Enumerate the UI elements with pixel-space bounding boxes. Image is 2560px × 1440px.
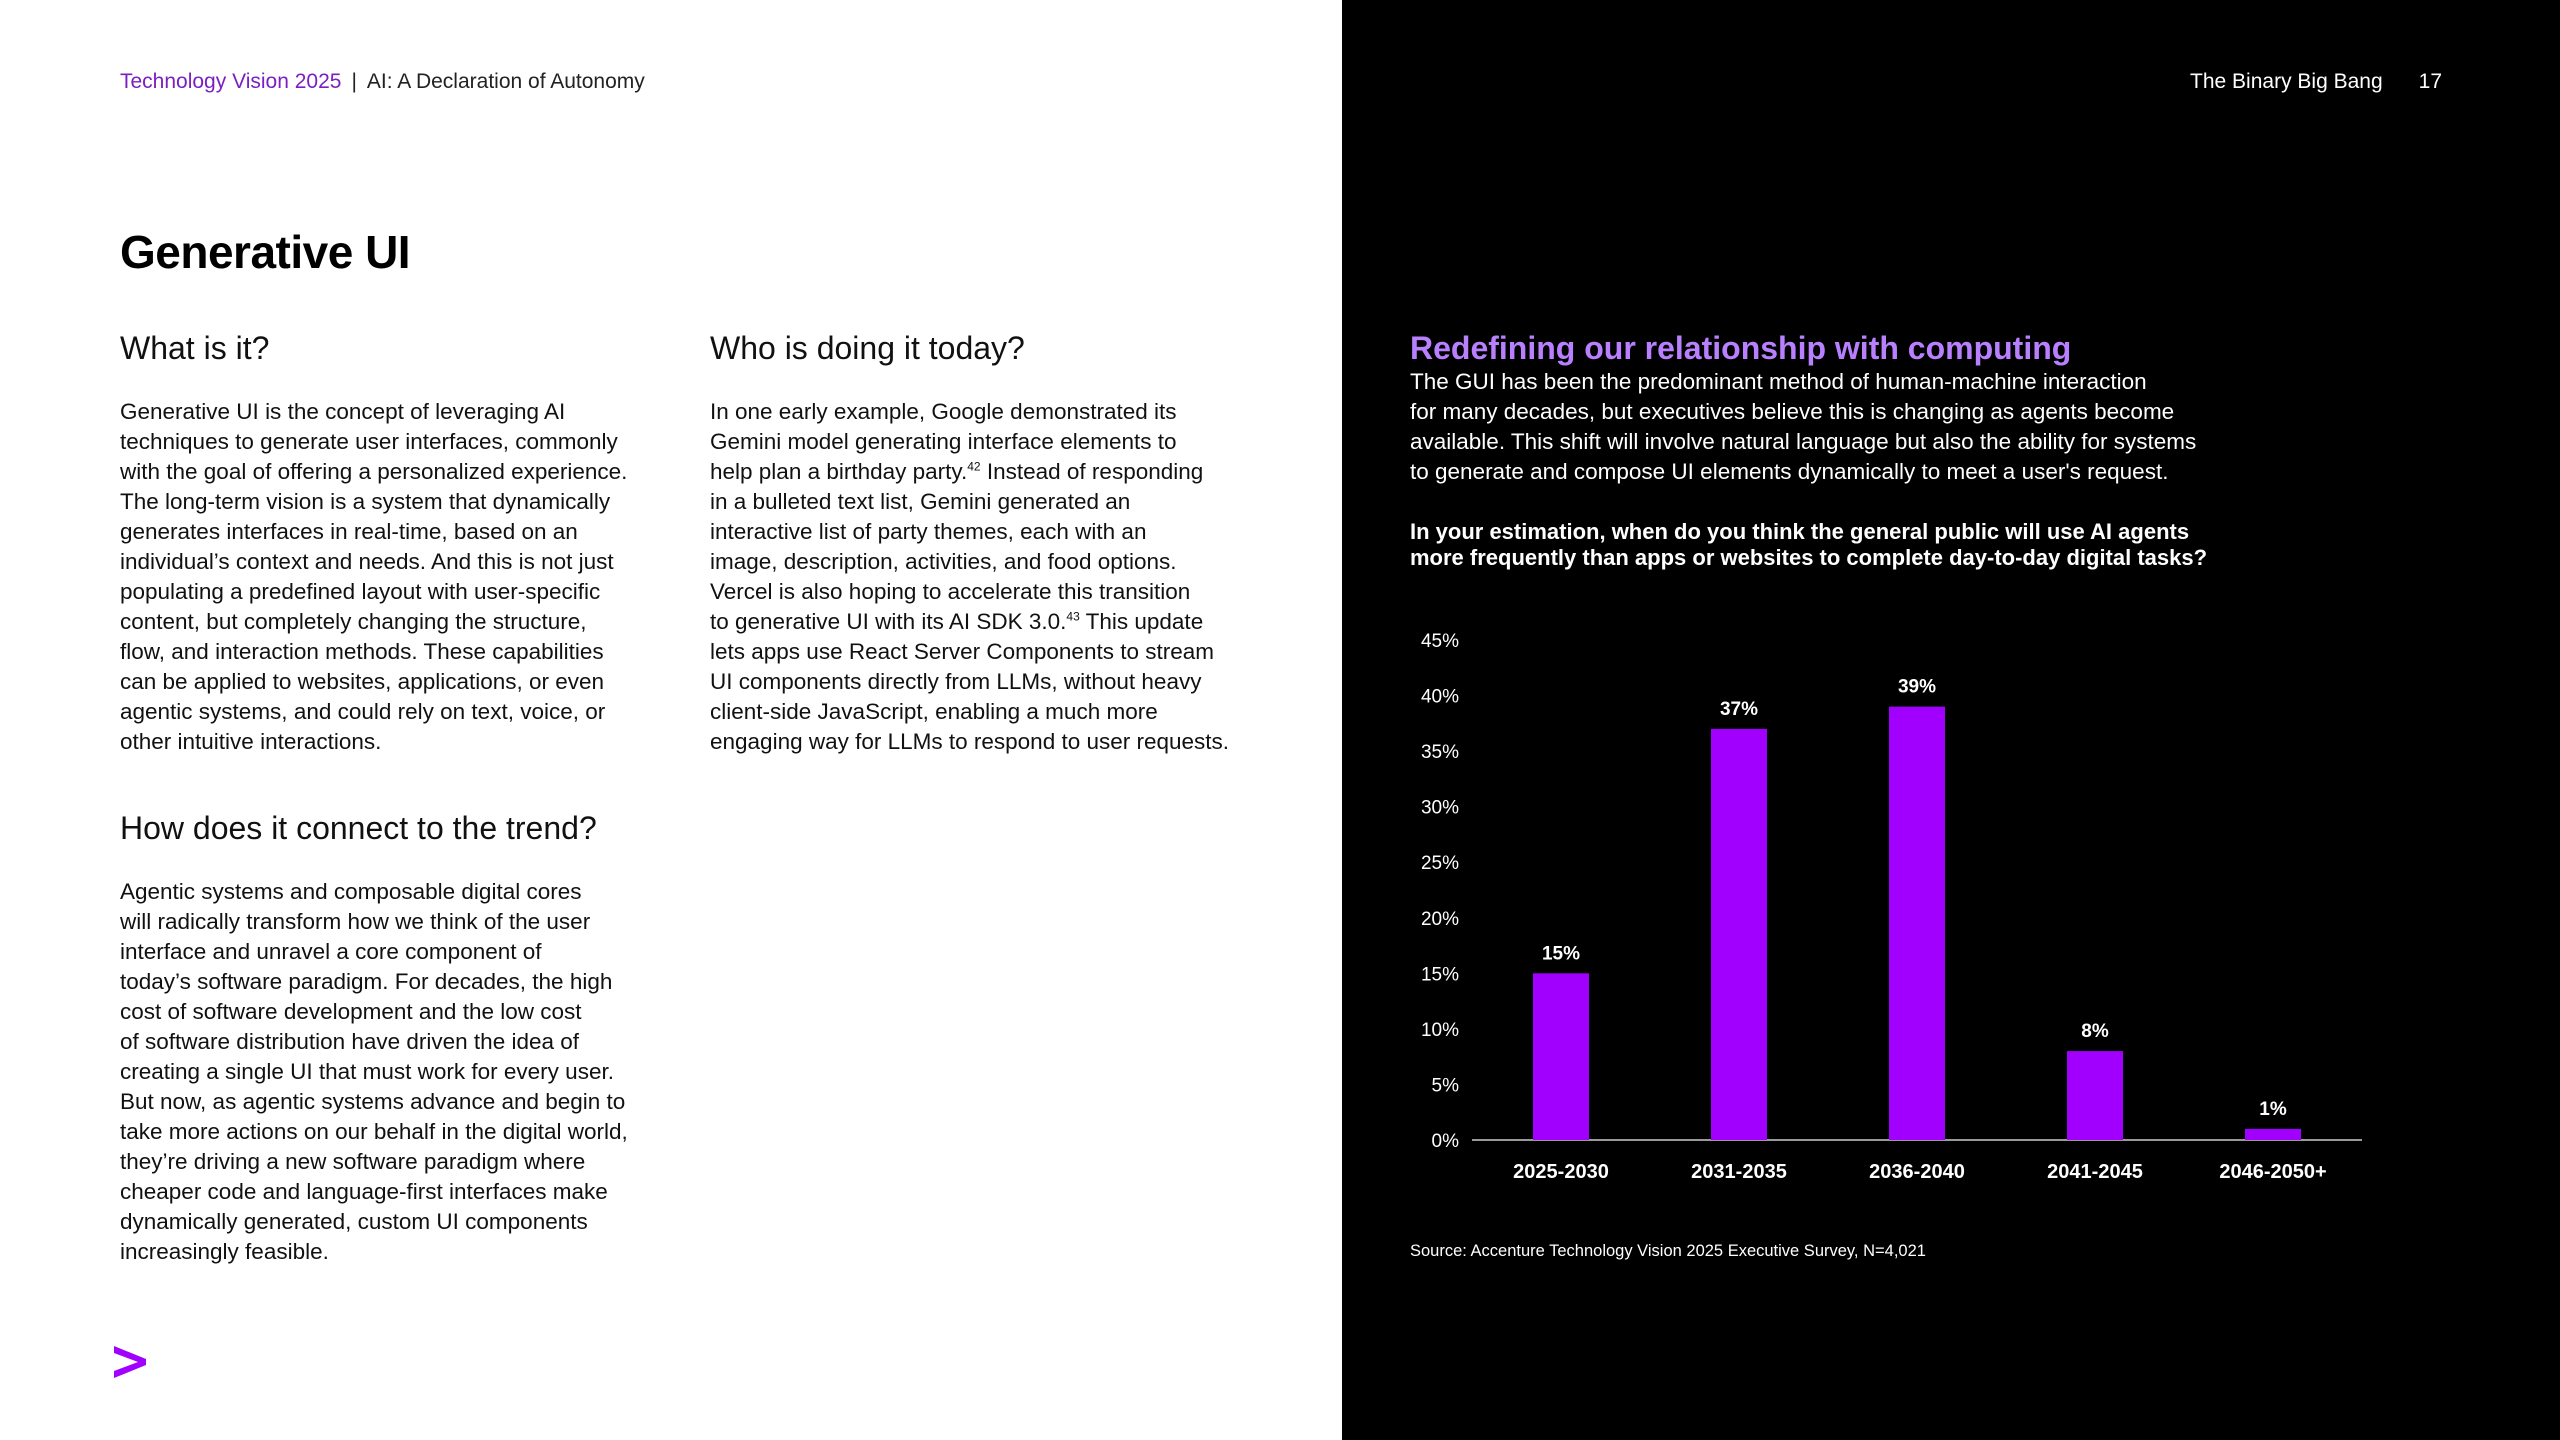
header-brand: Technology Vision 2025: [120, 70, 342, 93]
page-title: Generative UI: [120, 226, 411, 278]
survey-question: [1410, 519, 2260, 571]
text-line: take more actions on our behalf in the digital world,: [120, 1119, 628, 1144]
connect-body: [120, 877, 680, 1267]
header-subtitle: AI: A Declaration of Autonomy: [366, 70, 645, 93]
text-line: Gemini model generating interface elements to: [710, 429, 1177, 454]
y-tick-label: 5%: [1431, 1075, 1459, 1097]
y-tick-label: 15%: [1420, 964, 1459, 986]
text-line: content, but completely changing the structure,: [120, 609, 587, 634]
connect-heading: How does it connect to the trend?: [120, 810, 597, 846]
text-line: populating a predefined layout with user-specific: [120, 579, 601, 604]
header-right: [2190, 70, 2442, 94]
reference-42[interactable]: 42: [967, 459, 981, 474]
x-tick-label: 2046-2050+: [2219, 1161, 2327, 1183]
bar: [1533, 973, 1589, 1140]
text-line: can be applied to websites, applications, or even: [120, 669, 605, 694]
reference-43[interactable]: 43: [1066, 609, 1080, 624]
text-line: individual’s context and needs. And this is not just: [120, 549, 614, 574]
text-line: for many decades, but executives believe this is changing as agents become: [1410, 399, 2175, 424]
text-line: Generative UI is the concept of leveraging AI: [120, 399, 566, 424]
text-line: of software distribution have driven the idea of: [120, 1029, 580, 1054]
text-line: Agentic systems and composable digital cores: [120, 879, 582, 904]
y-tick-label: 30%: [1420, 797, 1459, 819]
text-line: The GUI has been the predominant method of human-machine interaction: [1410, 369, 2147, 394]
chart-source: Source: Accenture Technology Vision 2025 Executive Survey, N=4,021: [1410, 1242, 1926, 1260]
text-line: dynamically generated, custom UI components: [120, 1209, 588, 1234]
bar: [1711, 729, 1767, 1140]
y-tick-label: 40%: [1420, 686, 1459, 708]
chart-description: [1410, 367, 2230, 487]
text-line: UI components directly from LLMs, without heavy: [710, 669, 1202, 694]
text-line: engaging way for LLMs to respond to user requests.: [710, 729, 1230, 754]
text-line: But now, as agentic systems advance and begin to: [120, 1089, 626, 1114]
text-line: image, description, activities, and food options.: [710, 549, 1177, 574]
header-section: The Binary Big Bang: [2190, 70, 2383, 93]
text-line: other intuitive interactions.: [120, 729, 382, 754]
text-line: cost of software development and the low cost: [120, 999, 582, 1024]
bar: [1889, 707, 1945, 1140]
data-label: 15%: [1541, 943, 1581, 965]
text-line: agentic systems, and could rely on text, voice, or: [120, 699, 606, 724]
x-tick-label: 2041-2045: [2047, 1161, 2143, 1183]
text-line: techniques to generate user interfaces, commonly: [120, 429, 618, 454]
text-line: interface and unravel a core component of: [120, 939, 542, 964]
text-line: In your estimation, when do you think the general public will use AI agents: [1410, 519, 2190, 544]
page-number: 17: [2418, 70, 2442, 93]
text-line: In one early example, Google demonstrated its: [710, 399, 1177, 424]
text-line: today’s software paradigm. For decades, the high: [120, 969, 613, 994]
x-tick-label: 2036-2040: [1869, 1161, 1965, 1183]
text-line: interactive list of party themes, each with an: [710, 519, 1147, 544]
x-tick-label: 2025-2030: [1513, 1161, 1609, 1183]
text-line: in a bulleted text list, Gemini generated an: [710, 489, 1131, 514]
y-tick-label: 45%: [1420, 631, 1459, 652]
text-span: Instead of responding: [980, 459, 1204, 484]
text-span: to generative UI with its AI SDK 3.0.: [710, 609, 1067, 634]
data-label: 39%: [1897, 676, 1937, 698]
what-is-it-heading: What is it?: [120, 330, 270, 366]
text-line: flow, and interaction methods. These capabilities: [120, 639, 604, 664]
y-tick-label: 35%: [1420, 742, 1459, 764]
data-label: 37%: [1719, 698, 1759, 720]
text-line: Vercel is also hoping to accelerate this transition: [710, 579, 1191, 604]
bar: [2245, 1129, 2301, 1140]
data-label: 1%: [2259, 1098, 2287, 1120]
text-line: client-side JavaScript, enabling a much more: [710, 699, 1158, 724]
what-is-it-body: [120, 397, 680, 757]
text-line: The long-term vision is a system that dynamically: [120, 489, 611, 514]
text-span: This update: [1079, 609, 1204, 634]
text-line: cheaper code and language-first interfaces make: [120, 1179, 608, 1204]
y-tick-label: 25%: [1420, 853, 1459, 875]
text-line: with the goal of offering a personalized experience.: [120, 459, 628, 484]
accenture-chevron-icon: [112, 1344, 148, 1380]
who-is-doing-it-body: [710, 397, 1310, 757]
x-tick-label: 2031-2035: [1691, 1161, 1787, 1183]
bar-chart: [1342, 600, 2560, 1220]
text-line: more frequently than apps or websites to complete day-to-day digital tasks?: [1410, 545, 2208, 570]
y-tick-label: 0%: [1431, 1131, 1459, 1152]
text-line: increasingly feasible.: [120, 1239, 329, 1264]
y-tick-label: 20%: [1420, 908, 1459, 930]
chart-title: Redefining our relationship with computing: [1410, 330, 2072, 366]
header-left: [120, 70, 645, 94]
text-line: available. This shift will involve natural language but also the ability for systems: [1410, 429, 2197, 454]
header-separator: |: [351, 70, 357, 93]
text-line: lets apps use React Server Components to stream: [710, 639, 1214, 664]
text-line: will radically transform how we think of the user: [120, 909, 591, 934]
data-label: 8%: [2081, 1021, 2109, 1043]
y-tick-label: 10%: [1420, 1019, 1459, 1041]
text-line: generates interfaces in real-time, based on an: [120, 519, 578, 544]
text-line: they’re driving a new software paradigm where: [120, 1149, 586, 1174]
bar: [2067, 1051, 2123, 1140]
text-line: [710, 457, 1310, 487]
text-line: to generate and compose UI elements dynamically to meet a user's request.: [1410, 459, 2169, 484]
text-line: creating a single UI that must work for every user.: [120, 1059, 614, 1084]
text-span: help plan a birthday party.: [710, 459, 968, 484]
text-line: [710, 607, 1310, 637]
who-is-doing-it-heading: Who is doing it today?: [710, 330, 1025, 366]
